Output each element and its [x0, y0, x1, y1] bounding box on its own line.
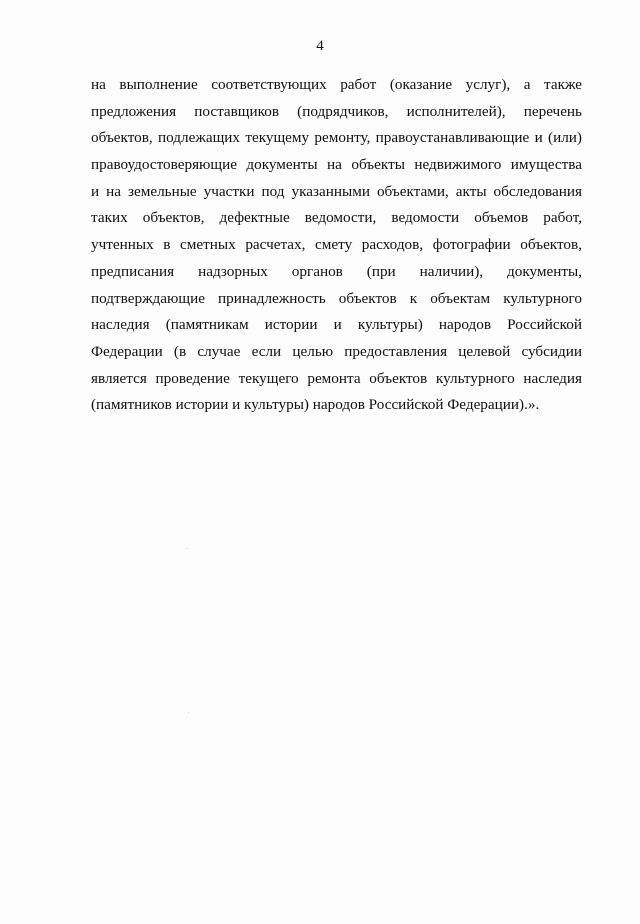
text-line: наследия (памятникам истории и культуры) народов Российской	[91, 316, 582, 334]
text-line: объектов, подлежащих текущему ремонту, правоустанавливающие и (или)	[91, 129, 582, 147]
text-line: подтверждающие принадлежность объектов к объектам культурного	[91, 289, 582, 307]
text-line: на выполнение соответствующих работ (оказание услуг), а также	[91, 76, 582, 93]
text-line: таких объектов, дефектные ведомости, ведомости объемов работ,	[91, 209, 582, 227]
text-line: учтенных в сметных расчетах, смету расходов, фотографии объектов,	[91, 236, 582, 254]
scan-speck	[186, 548, 187, 549]
scan-speck	[188, 712, 189, 713]
text-line-last: (памятников истории и культуры) народов Российской Федерации).».	[91, 396, 540, 414]
text-line: Федерации (в случае если целью предоставления целевой субсидии	[91, 342, 582, 360]
page-number: 4	[316, 38, 324, 54]
text-line: является проведение текущего ремонта объектов культурного наследия	[91, 369, 582, 387]
text-line: и на земельные участки под указанными объектами, акты обследования	[91, 182, 582, 200]
text-line: предложения поставщиков (подрядчиков, исполнителей), перечень	[91, 102, 582, 120]
text-line: предписания надзорных органов (при наличии), документы,	[91, 262, 582, 280]
body-paragraph	[91, 72, 582, 419]
text-line: правоудостоверяющие документы на объекты недвижимого имущества	[91, 156, 582, 174]
